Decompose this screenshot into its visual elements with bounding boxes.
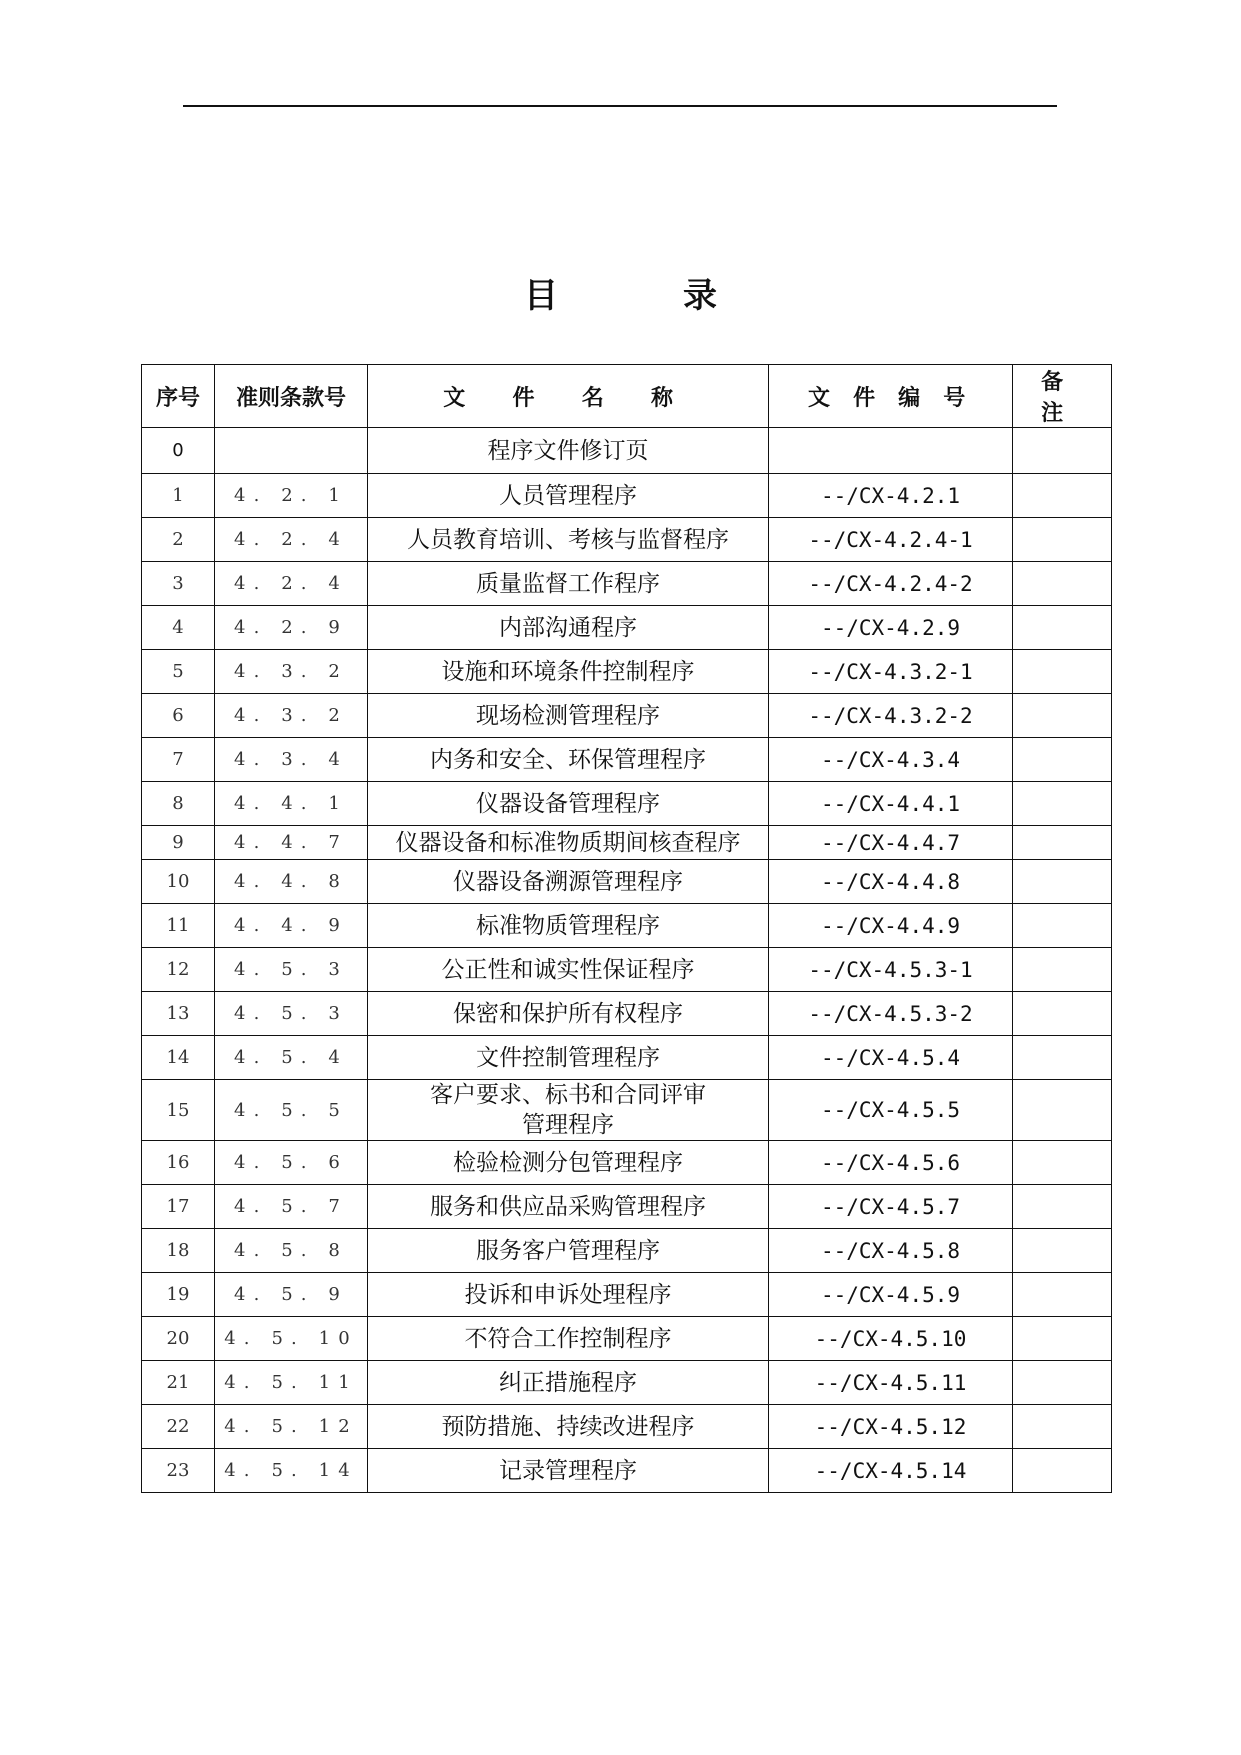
row-document-code (769, 738, 1013, 782)
row-document-code-text: --/CX-4.5.3-1 (808, 957, 973, 982)
row-number-text: 2 (172, 529, 184, 550)
row-document-code-text: --/CX-4.3.2-2 (808, 703, 973, 728)
row-remark (1013, 782, 1112, 826)
row-document-name-text: 纠正措施程序 (499, 1369, 637, 1396)
row-document-code (769, 650, 1013, 694)
row-clause-text: 4. 5. 3 (234, 959, 348, 980)
row-remark (1013, 948, 1112, 992)
row-clause-text: 4. 5. 8 (234, 1240, 348, 1261)
row-clause-text: 4. 5. 9 (234, 1284, 348, 1305)
row-document-name (368, 1229, 769, 1273)
row-number (142, 1036, 215, 1080)
row-number-text: 21 (166, 1372, 190, 1393)
row-document-name (368, 518, 769, 562)
table-row (142, 1229, 1112, 1273)
row-document-code (769, 1449, 1013, 1493)
row-clause-text: 4. 3. 4 (234, 749, 348, 770)
row-document-name (368, 650, 769, 694)
row-document-name (368, 826, 769, 860)
row-clause (215, 694, 368, 738)
row-document-name-text: 文件控制管理程序 (476, 1044, 660, 1071)
row-number (142, 782, 215, 826)
row-document-name (368, 738, 769, 782)
row-number-text: 9 (172, 832, 184, 853)
row-document-name (368, 1141, 769, 1185)
row-document-code (769, 1036, 1013, 1080)
row-document-code-text: --/CX-4.5.8 (820, 1238, 961, 1263)
toc-body (142, 428, 1112, 1493)
row-clause-text: 4. 4. 7 (234, 832, 348, 853)
header-name (368, 365, 769, 428)
row-document-code-text: --/CX-4.5.10 (814, 1326, 967, 1351)
row-remark (1013, 1405, 1112, 1449)
row-number-text: 1 (172, 485, 184, 506)
row-number-text: 16 (166, 1152, 190, 1173)
row-remark (1013, 474, 1112, 518)
table-row (142, 1185, 1112, 1229)
row-document-name-text: 公正性和诚实性保证程序 (441, 956, 695, 983)
table-row (142, 1036, 1112, 1080)
header-clause: 准则条款号 (215, 365, 368, 428)
row-clause (215, 826, 368, 860)
row-number-text: 4 (172, 617, 184, 638)
row-document-code-text: --/CX-4.4.1 (820, 791, 961, 816)
row-document-name (368, 606, 769, 650)
row-remark (1013, 738, 1112, 782)
row-document-code (769, 826, 1013, 860)
row-number-text: 18 (166, 1240, 190, 1261)
row-clause (215, 904, 368, 948)
row-document-code-text: --/CX-4.5.9 (820, 1282, 961, 1307)
row-document-code-text: --/CX-4.5.11 (814, 1370, 967, 1395)
row-document-code (769, 1229, 1013, 1273)
row-document-code-text: --/CX-4.2.4-1 (808, 527, 973, 552)
row-remark (1013, 518, 1112, 562)
row-clause (215, 1080, 368, 1141)
row-clause (215, 1185, 368, 1229)
row-number (142, 1449, 215, 1493)
row-number-text: 20 (166, 1328, 190, 1349)
row-clause (215, 782, 368, 826)
row-document-name (368, 860, 769, 904)
table-row (142, 606, 1112, 650)
table-row (142, 782, 1112, 826)
table-row (142, 738, 1112, 782)
row-clause (215, 1273, 368, 1317)
header-remark-text: 备 注 (1041, 370, 1083, 426)
row-clause-text: 4. 5. 14 (224, 1460, 358, 1481)
row-number (142, 904, 215, 948)
row-clause (215, 606, 368, 650)
row-document-code (769, 518, 1013, 562)
row-clause-text: 4. 5. 12 (224, 1416, 358, 1437)
row-clause (215, 428, 368, 474)
row-clause-text: 4. 5. 5 (234, 1099, 348, 1121)
row-remark (1013, 1317, 1112, 1361)
row-number-text: 5 (172, 661, 184, 682)
row-clause-text: 4. 5. 10 (224, 1328, 358, 1349)
toc-table (141, 364, 1112, 1493)
header-row (142, 365, 1112, 428)
row-number-text: 19 (166, 1284, 190, 1305)
row-remark (1013, 904, 1112, 948)
row-document-name-text: 人员管理程序 (499, 482, 637, 509)
row-document-code (769, 782, 1013, 826)
row-document-name (368, 948, 769, 992)
row-document-code (769, 1317, 1013, 1361)
row-clause (215, 1141, 368, 1185)
row-clause-text: 4. 5. 6 (234, 1152, 348, 1173)
row-clause (215, 860, 368, 904)
row-clause-text: 4. 2. 4 (234, 573, 348, 594)
row-document-name (368, 1361, 769, 1405)
row-clause-text: 4. 2. 1 (234, 485, 348, 506)
row-document-code-text: --/CX-4.4.7 (820, 830, 961, 855)
header-code (769, 365, 1013, 428)
row-number (142, 738, 215, 782)
row-clause (215, 518, 368, 562)
row-clause-text: 4. 5. 11 (224, 1372, 358, 1393)
row-document-code-text: --/CX-4.5.5 (820, 1098, 961, 1122)
header-code-text: 文 件 编 号 (808, 385, 973, 411)
row-document-name (368, 1036, 769, 1080)
row-remark (1013, 1141, 1112, 1185)
row-document-code-text: --/CX-4.5.7 (820, 1194, 961, 1219)
table-row (142, 826, 1112, 860)
row-document-name (368, 782, 769, 826)
row-document-name-text: 服务和供应品采购管理程序 (430, 1193, 706, 1220)
row-document-code (769, 606, 1013, 650)
row-clause-text: 4. 2. 9 (234, 617, 348, 638)
row-remark (1013, 1036, 1112, 1080)
row-remark (1013, 1080, 1112, 1141)
row-document-code (769, 1080, 1013, 1141)
title-char-right: 录 (683, 275, 717, 316)
row-document-code-text: --/CX-4.3.2-1 (808, 659, 973, 684)
row-clause-text: 4. 3. 2 (234, 705, 348, 726)
table-row (142, 904, 1112, 948)
row-document-code (769, 1141, 1013, 1185)
table-row (142, 562, 1112, 606)
row-remark (1013, 992, 1112, 1036)
row-document-name-text: 设施和环境条件控制程序 (441, 658, 695, 685)
row-document-code-text: --/CX-4.5.4 (820, 1045, 961, 1070)
row-document-name (368, 904, 769, 948)
row-number-text: 12 (166, 959, 190, 980)
table-row (142, 1405, 1112, 1449)
row-clause (215, 1317, 368, 1361)
header-rule (183, 105, 1057, 107)
row-number-text: 8 (172, 793, 184, 814)
row-number (142, 860, 215, 904)
row-document-name-text-line2: 管理程序 (522, 1112, 614, 1138)
page-title (0, 262, 1241, 322)
row-document-name-text: 内务和安全、环保管理程序 (430, 746, 706, 773)
table-row (142, 1080, 1112, 1141)
row-remark (1013, 1449, 1112, 1493)
row-document-code-text: --/CX-4.2.1 (820, 483, 961, 508)
row-document-name (368, 694, 769, 738)
row-document-name-text: 标准物质管理程序 (476, 912, 660, 939)
row-number (142, 1229, 215, 1273)
row-clause (215, 992, 368, 1036)
row-document-code (769, 860, 1013, 904)
row-clause-text: 4. 4. 9 (234, 915, 348, 936)
row-document-code (769, 904, 1013, 948)
row-document-code-text: --/CX-4.5.3-2 (808, 1001, 973, 1026)
row-number-text: 7 (172, 749, 184, 770)
row-document-code (769, 428, 1013, 474)
row-document-code (769, 1361, 1013, 1405)
row-clause-text: 4. 5. 7 (234, 1196, 348, 1217)
row-number (142, 1317, 215, 1361)
row-number-text: 11 (166, 915, 190, 936)
row-document-name (368, 1449, 769, 1493)
row-number (142, 1080, 215, 1141)
row-document-name-text: 不符合工作控制程序 (464, 1325, 672, 1352)
row-document-name-text: 质量监督工作程序 (476, 570, 660, 597)
row-clause-text: 4. 4. 8 (234, 871, 348, 892)
row-clause (215, 1405, 368, 1449)
row-document-name (368, 562, 769, 606)
row-number (142, 562, 215, 606)
row-clause-text: 4. 4. 1 (234, 793, 348, 814)
row-remark (1013, 1273, 1112, 1317)
row-document-name (368, 1317, 769, 1361)
row-remark (1013, 826, 1112, 860)
row-remark (1013, 1361, 1112, 1405)
table-row (142, 992, 1112, 1036)
row-document-name (368, 992, 769, 1036)
row-document-code (769, 1273, 1013, 1317)
row-document-name-text: 仪器设备管理程序 (476, 790, 660, 817)
row-clause-text: 4. 2. 4 (234, 529, 348, 550)
row-number (142, 650, 215, 694)
row-number (142, 428, 215, 474)
row-document-name-text: 客户要求、标书和合同评审 (430, 1082, 706, 1108)
table-row (142, 518, 1112, 562)
table-row (142, 1273, 1112, 1317)
row-number (142, 694, 215, 738)
row-document-name-text: 记录管理程序 (499, 1457, 637, 1484)
row-document-code-text: --/CX-4.2.4-2 (808, 571, 973, 596)
row-number (142, 518, 215, 562)
table-row (142, 1317, 1112, 1361)
row-remark (1013, 1185, 1112, 1229)
row-clause-text: 4. 3. 2 (234, 661, 348, 682)
row-document-code (769, 1405, 1013, 1449)
row-document-name-text: 服务客户管理程序 (476, 1237, 660, 1264)
row-remark (1013, 562, 1112, 606)
row-clause (215, 1229, 368, 1273)
table-row (142, 694, 1112, 738)
row-document-code (769, 562, 1013, 606)
row-clause-text: 4. 5. 3 (234, 1003, 348, 1024)
row-document-code (769, 948, 1013, 992)
row-document-name-text: 投诉和申诉处理程序 (464, 1281, 672, 1308)
row-document-name-text: 仪器设备和标准物质期间核查程序 (395, 829, 741, 856)
header-name-text: 文 件 名 称 (443, 385, 693, 411)
row-clause (215, 1036, 368, 1080)
row-number (142, 992, 215, 1036)
row-number (142, 1405, 215, 1449)
row-remark (1013, 428, 1112, 474)
row-document-name (368, 1080, 769, 1141)
row-document-name-text: 检验检测分包管理程序 (453, 1149, 683, 1176)
row-number-text: 14 (166, 1047, 190, 1068)
row-document-code-text: --/CX-4.5.14 (814, 1458, 967, 1483)
row-document-code (769, 474, 1013, 518)
row-document-name (368, 1273, 769, 1317)
row-clause (215, 650, 368, 694)
row-document-name-text: 程序文件修订页 (487, 437, 649, 464)
row-document-code (769, 1185, 1013, 1229)
row-document-name-text: 现场检测管理程序 (476, 702, 660, 729)
row-number-text: 13 (166, 1003, 190, 1024)
row-clause (215, 562, 368, 606)
row-document-name (368, 474, 769, 518)
row-document-name-text: 人员教育培训、考核与监督程序 (407, 526, 729, 553)
row-clause (215, 948, 368, 992)
row-clause (215, 474, 368, 518)
row-document-name-text: 预防措施、持续改进程序 (441, 1413, 695, 1440)
row-number-text: 15 (166, 1099, 190, 1121)
row-number-text: 17 (166, 1196, 190, 1217)
row-document-name-text: 仪器设备溯源管理程序 (453, 868, 683, 895)
row-document-code-text: --/CX-4.4.9 (820, 913, 961, 938)
row-remark (1013, 860, 1112, 904)
row-document-code-text: --/CX-4.3.4 (820, 747, 961, 772)
row-number (142, 1273, 215, 1317)
row-number (142, 826, 215, 860)
header-seq: 序号 (142, 365, 215, 428)
row-document-code (769, 694, 1013, 738)
row-clause-text: 4. 5. 4 (234, 1047, 348, 1068)
row-document-code (769, 992, 1013, 1036)
row-document-name-text: 内部沟通程序 (499, 614, 637, 641)
table-row (142, 1449, 1112, 1493)
table-row (142, 860, 1112, 904)
row-number (142, 1185, 215, 1229)
row-remark (1013, 1229, 1112, 1273)
row-remark (1013, 694, 1112, 738)
table-row (142, 474, 1112, 518)
row-number (142, 948, 215, 992)
row-number (142, 1361, 215, 1405)
row-remark (1013, 650, 1112, 694)
row-number-text: 3 (172, 573, 184, 594)
row-number-text: 23 (166, 1460, 190, 1481)
row-number-text: 6 (172, 705, 184, 726)
row-document-name (368, 1185, 769, 1229)
row-clause (215, 1361, 368, 1405)
row-document-name-text: 保密和保护所有权程序 (453, 1000, 683, 1027)
row-document-code-text: --/CX-4.2.9 (820, 615, 961, 640)
table-row (142, 1141, 1112, 1185)
row-document-code-text: --/CX-4.4.8 (820, 869, 961, 894)
row-remark (1013, 606, 1112, 650)
row-number (142, 606, 215, 650)
header-remark (1013, 365, 1112, 428)
row-number-text: 0 (172, 440, 184, 461)
row-document-name (368, 1405, 769, 1449)
row-number (142, 1141, 215, 1185)
row-number-text: 22 (166, 1416, 190, 1437)
row-document-name (368, 428, 769, 474)
table-row (142, 1361, 1112, 1405)
row-number (142, 474, 215, 518)
row-number-text: 10 (166, 871, 190, 892)
row-document-code-text: --/CX-4.5.12 (814, 1414, 967, 1439)
row-document-code-text: --/CX-4.5.6 (820, 1150, 961, 1175)
title-char-left: 目 (524, 275, 558, 316)
table-row (142, 650, 1112, 694)
table-row (142, 428, 1112, 474)
table-row (142, 948, 1112, 992)
row-clause (215, 1449, 368, 1493)
row-clause (215, 738, 368, 782)
